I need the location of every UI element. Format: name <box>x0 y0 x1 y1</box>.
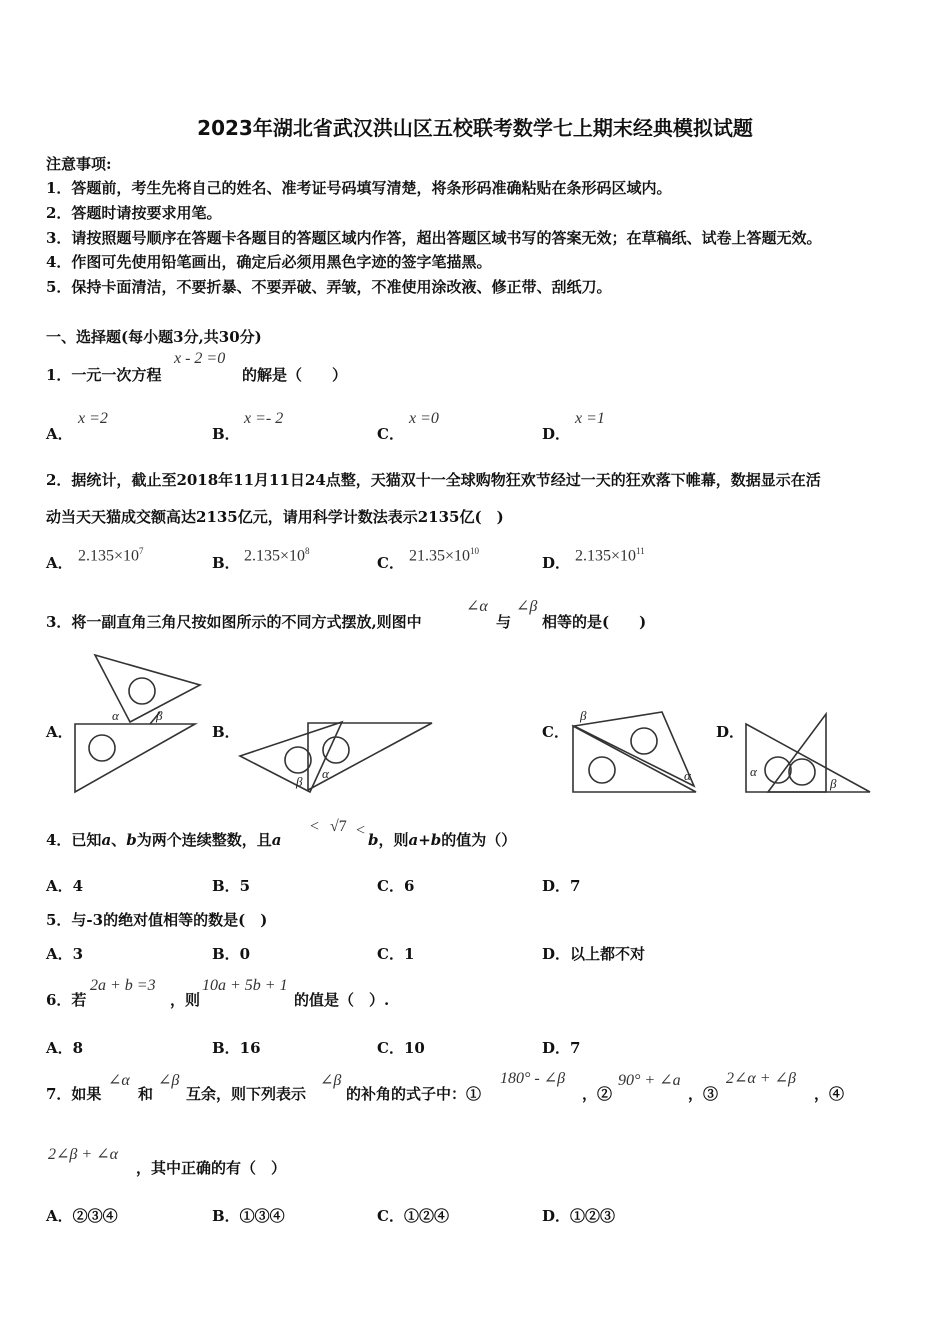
q1-option-d[interactable]: D． <box>542 425 571 443</box>
circle-hole <box>129 678 155 704</box>
q7-text: ，③ <box>688 1085 719 1103</box>
q1-option-b-math: x =- 2 <box>244 410 284 427</box>
triangle-upper <box>95 655 200 722</box>
q6-option-a[interactable]: A．8 <box>46 1039 84 1057</box>
figure-c <box>566 702 701 798</box>
q4-option-d[interactable]: D．7 <box>542 877 581 895</box>
q6-expression: 10a + 5b + 1 <box>202 977 288 994</box>
triangle-base <box>746 724 870 792</box>
q6-option-d[interactable]: D．7 <box>542 1039 581 1057</box>
beta-label: β <box>296 774 303 789</box>
q6-text: ，则 <box>170 991 201 1009</box>
q1-option-c-math: x =0 <box>409 410 439 427</box>
q3-option-d[interactable]: D． <box>716 723 745 741</box>
q5-option-d[interactable]: D．以上都不对 <box>542 945 646 963</box>
q1-option-c[interactable]: C． <box>377 425 404 443</box>
q5-option-a[interactable]: A．3 <box>46 945 84 963</box>
q7-option-c[interactable]: C．①②④ <box>377 1207 449 1225</box>
circle-hole <box>89 735 115 761</box>
q7-text-end: ，其中正确的有（ ） <box>136 1159 287 1177</box>
alpha-label: α <box>322 766 329 781</box>
q7-text: ，④ <box>814 1085 845 1103</box>
beta-label: β <box>156 708 163 723</box>
q1-option-a-math: x =2 <box>78 410 108 427</box>
q1-option-a[interactable]: A． <box>46 425 73 443</box>
notice-heading: 注意事项: <box>46 155 112 173</box>
q7-angle-beta: ∠β <box>158 1072 180 1089</box>
q2-option-b[interactable]: B． <box>212 554 240 572</box>
notice-item: 1．答题前，考生先将自己的姓名、准考证号码填写清楚，将条形码准确粘贴在条形码区域内。 <box>46 179 672 197</box>
section-heading: 一、选择题(每小题3分,共30分) <box>46 328 262 346</box>
q4-option-a[interactable]: A．4 <box>46 877 84 895</box>
q6-text-end: 的值是（ ）. <box>294 991 390 1009</box>
q7-text: 的补角的式子中：① <box>346 1085 482 1103</box>
q5-option-c[interactable]: C．1 <box>377 945 415 963</box>
q7-text: 和 <box>138 1085 154 1103</box>
q1-text: 1．一元一次方程 <box>46 366 162 384</box>
q2-option-b-math: $2.135\times 10^8$ <box>244 546 310 565</box>
q3-text-end: 相等的是( ) <box>542 613 647 631</box>
alpha-label: α <box>684 768 691 783</box>
figure-b <box>236 718 436 796</box>
triangle-lower <box>573 726 696 792</box>
q3-option-c[interactable]: C． <box>542 723 569 741</box>
q7-option-d[interactable]: D．①②③ <box>542 1207 616 1225</box>
q3-text: 与 <box>496 613 512 631</box>
q2-text: 动当天天猫成交额高达2135亿元，请用科学计数法表示2135亿( ) <box>46 508 504 526</box>
q4-option-c[interactable]: C．6 <box>377 877 415 895</box>
q5-text: 5．与-3的绝对值相等的数是( ) <box>46 911 268 929</box>
triangle-standing <box>768 714 826 792</box>
exam-title: 2023年湖北省武汉洪山区五校联考数学七上期末经典模拟试题 <box>197 116 753 140</box>
notice-item: 3．请按照题号顺序在答题卡各题目的答题区域内作答，超出答题区域书写的答案无效；在草稿纸、试卷上答题无效。 <box>46 229 822 247</box>
circle-hole <box>285 747 311 773</box>
q1-equation: x - 2 =0 <box>174 350 226 367</box>
q7-text: 7．如果 <box>46 1085 102 1103</box>
q4-sqrt: √7 <box>330 818 347 835</box>
q7-expression-4: 2∠β + ∠α <box>48 1146 118 1163</box>
q2-option-c-math: $21.35\times 10^{10}$ <box>409 546 480 565</box>
q7-option-a[interactable]: A．②③④ <box>46 1207 118 1225</box>
circle-hole <box>631 728 657 754</box>
q7-text: 互余，则下列表示 <box>186 1085 307 1103</box>
q7-expression-3: 2∠α + ∠β <box>726 1070 796 1087</box>
q4-text: 4．已知a、b为两个连续整数，且a <box>46 831 282 849</box>
q6-equation: 2a + b =3 <box>90 977 156 994</box>
q2-option-d[interactable]: D． <box>542 554 571 572</box>
notice-item: 4．作图可先使用铅笔画出，确定后必须用黑色字迹的签字笔描黑。 <box>46 253 492 271</box>
alpha-label: α <box>750 764 757 779</box>
q7-text: ，② <box>582 1085 613 1103</box>
circle-hole <box>789 759 815 785</box>
q7-angle-alpha: ∠α <box>108 1072 130 1089</box>
q4-option-b[interactable]: B．5 <box>212 877 251 895</box>
q2-text: 2．据统计，截止至2018年11月11日24点整，天猫双十一全球购物狂欢节经过一天的狂欢落下帷幕，数据显示在活 <box>46 471 821 489</box>
q1-text-end: 的解是（ ） <box>242 366 348 384</box>
beta-label: β <box>580 708 587 723</box>
q7-expression-2: 90° + ∠a <box>618 1072 681 1089</box>
q6-option-c[interactable]: C．10 <box>377 1039 425 1057</box>
notice-item: 5．保持卡面清洁，不要折暴、不要弄破、弄皱，不准使用涂改液、修正带、刮纸刀。 <box>46 278 612 296</box>
figure-a <box>70 650 205 798</box>
q3-option-b[interactable]: B． <box>212 723 240 741</box>
q3-angle-alpha: ∠α <box>466 598 488 615</box>
q5-option-b[interactable]: B．0 <box>212 945 251 963</box>
beta-label: β <box>830 776 837 791</box>
q1-option-b[interactable]: B． <box>212 425 240 443</box>
figure-d <box>742 710 874 796</box>
alpha-label: α <box>112 708 119 723</box>
q6-option-b[interactable]: B．16 <box>212 1039 261 1057</box>
q4-text-end: b，则a+b的值为（） <box>368 831 517 849</box>
triangle-left <box>240 722 342 792</box>
q3-option-a[interactable]: A． <box>46 723 73 741</box>
q2-option-c[interactable]: C． <box>377 554 404 572</box>
q1-option-d-math: x =1 <box>575 410 605 427</box>
q2-option-d-math: $2.135\times 10^{11}$ <box>575 546 645 565</box>
q4-lt: < <box>310 818 320 835</box>
notice-item: 2．答题时请按要求用笔。 <box>46 204 222 222</box>
q4-lt: < <box>356 822 366 839</box>
q6-text: 6．若 <box>46 991 87 1009</box>
circle-hole <box>589 757 615 783</box>
q3-angle-beta: ∠β <box>516 598 538 615</box>
q7-option-b[interactable]: B．①③④ <box>212 1207 285 1225</box>
q2-option-a-math: $2.135\times 10^7$ <box>78 546 144 565</box>
q3-text: 3．将一副直角三角尺按如图所示的不同方式摆放,则图中 <box>46 613 422 631</box>
q2-option-a[interactable]: A． <box>46 554 73 572</box>
q7-angle-beta: ∠β <box>320 1072 342 1089</box>
q7-expression-1: 180° - ∠β <box>500 1070 566 1087</box>
circle-hole <box>323 737 349 763</box>
